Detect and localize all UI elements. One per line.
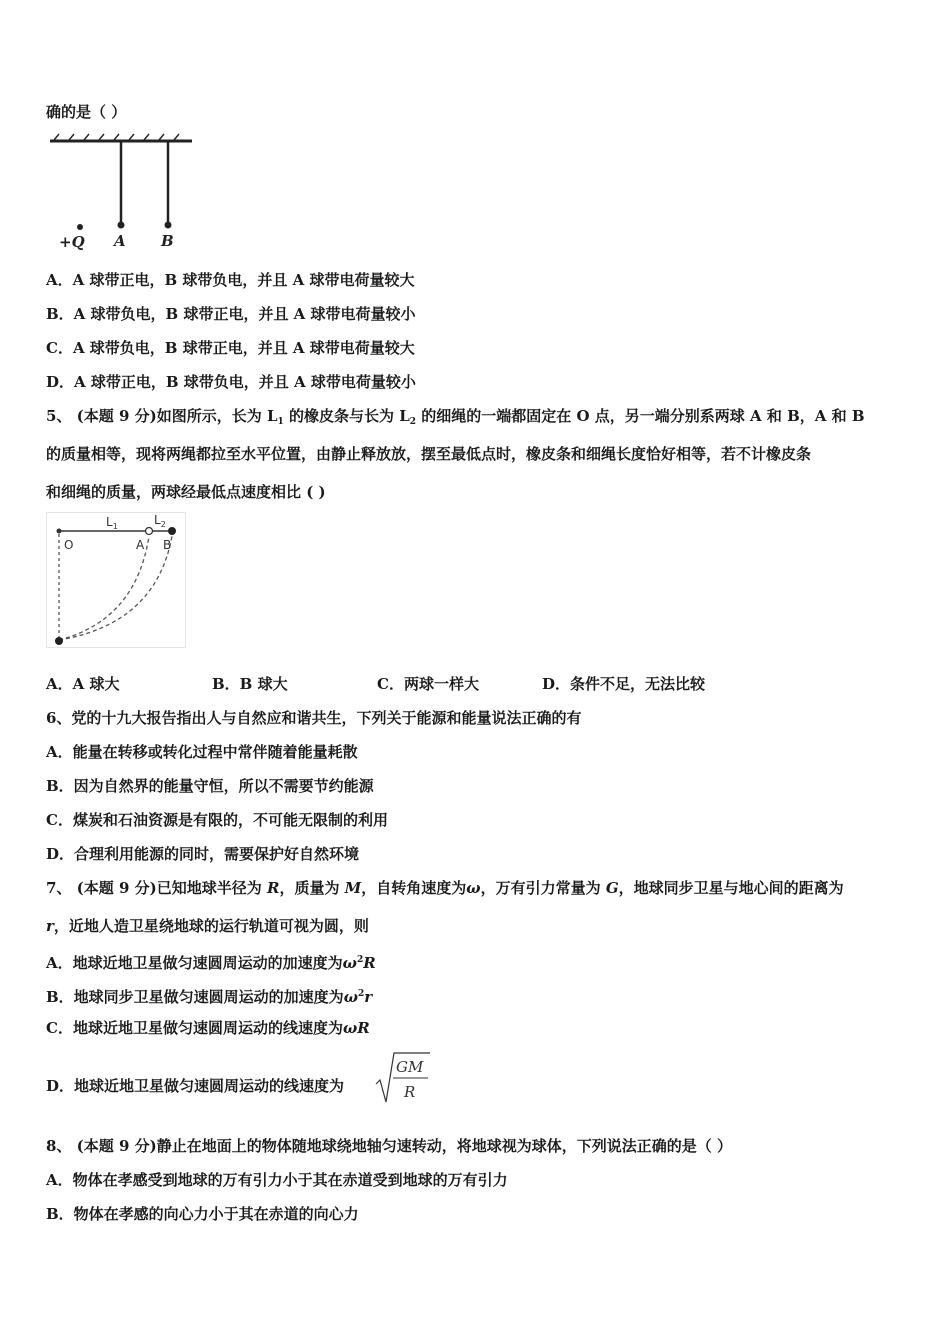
q4-option-b: B．A 球带负电，B 球带正电，并且 A 球带电荷量较小 [46, 305, 416, 323]
q6-option-d: D．合理利用能源的同时，需要保护好自然环境 [46, 845, 360, 863]
q4-option-d: D．A 球带正电，B 球带负电，并且 A 球带电荷量较小 [46, 373, 416, 391]
q7-stem-line1: 7、 (本题 9 分)已知地球半径为 R，质量为 M，自转角速度为ω，万有引力常量为 G，地球同步卫星与地心间的距离为 [46, 879, 844, 897]
q6-option-a: A．能量在转移或转化过程中常伴随着能量耗散 [46, 743, 358, 761]
q7-option-a: A．地球近地卫星做匀速圆周运动的加速度为$\omega^2R$ [46, 954, 376, 972]
label-b: B [163, 538, 172, 552]
q5-figure [46, 512, 188, 650]
ball-bottom [55, 637, 63, 645]
label-a: A [114, 232, 126, 250]
q6-option-b: B．因为自然界的能量守恒，所以不需要节约能源 [46, 777, 374, 795]
ball-a-start [146, 528, 153, 535]
q5-option-d: D．条件不足，无法比较 [542, 675, 706, 693]
ball-a [118, 222, 125, 229]
q7-stem-line2: r，近地人造卫星绕地球的运行轨道可视为圆，则 [46, 917, 369, 935]
q6-stem: 6、党的十九大报告指出人与自然应和谐共生，下列关于能源和能量说法正确的有 [46, 709, 582, 727]
q8-stem: 8、 (本题 9 分)静止在地面上的物体随地球绕地轴匀速转动，将地球视为球体，下列说法正确的是（ ） [46, 1137, 732, 1155]
label-a: A [136, 538, 145, 552]
svg-text:R: R [404, 1083, 416, 1101]
q5-stem-line1: 5、 (本题 9 分)如图所示，长为 $L_1$ 的橡皮条与长为 $L_2$ 的细绳的一端都固定在 O 点，另一端分别系两球 A 和 B，A 和 B [46, 407, 865, 427]
q5-stem-line3: 和细绳的质量，两球经最低点速度相比 ( ) [46, 483, 326, 501]
q7-option-b: B．地球同步卫星做匀速圆周运动的加速度为$\omega^2r$ [46, 988, 373, 1006]
q4-option-c: C．A 球带负电，B 球带正电，并且 A 球带电荷量较大 [46, 339, 415, 357]
q5-stem-line2: 的质量相等，现将两绳都拉至水平位置，由静止释放放，摆至最低点时，橡皮条和细绳长度恰好相等，若不计橡皮条 [46, 445, 812, 463]
q7-option-c: C．地球近地卫星做匀速圆周运动的线速度为ωR [46, 1019, 370, 1037]
label-charge: +Q [59, 233, 85, 251]
q8-option-a: A．物体在孝感受到地球的万有引力小于其在赤道受到地球的万有引力 [46, 1171, 508, 1189]
svg-text:GM: GM [396, 1058, 424, 1076]
ball-b-start [168, 527, 176, 535]
q4-stem-tail: 确的是（ ） [46, 103, 127, 121]
label-l2: $L_2$ [154, 513, 166, 529]
q7-option-d: D．地球近地卫星做匀速圆周运动的线速度为 [46, 1077, 345, 1095]
label-b: B [161, 232, 174, 250]
label-l1: $L_1$ [106, 515, 118, 531]
charge-q [77, 224, 83, 230]
q8-option-b: B．物体在孝感的向心力小于其在赤道的向心力 [46, 1205, 359, 1223]
q5-option-a: A．A 球大 [46, 675, 120, 693]
sqrt-gm-over-r [374, 1050, 434, 1106]
q4-option-a: A．A 球带正电，B 球带负电，并且 A 球带电荷量较大 [46, 271, 415, 289]
q4-figure [46, 132, 196, 252]
q6-option-c: C．煤炭和石油资源是有限的，不可能无限制的利用 [46, 811, 388, 829]
q5-option-b: B．B 球大 [212, 675, 288, 693]
q5-option-c: C．两球一样大 [377, 675, 479, 693]
label-o: O [64, 538, 74, 552]
ball-b [165, 222, 172, 229]
